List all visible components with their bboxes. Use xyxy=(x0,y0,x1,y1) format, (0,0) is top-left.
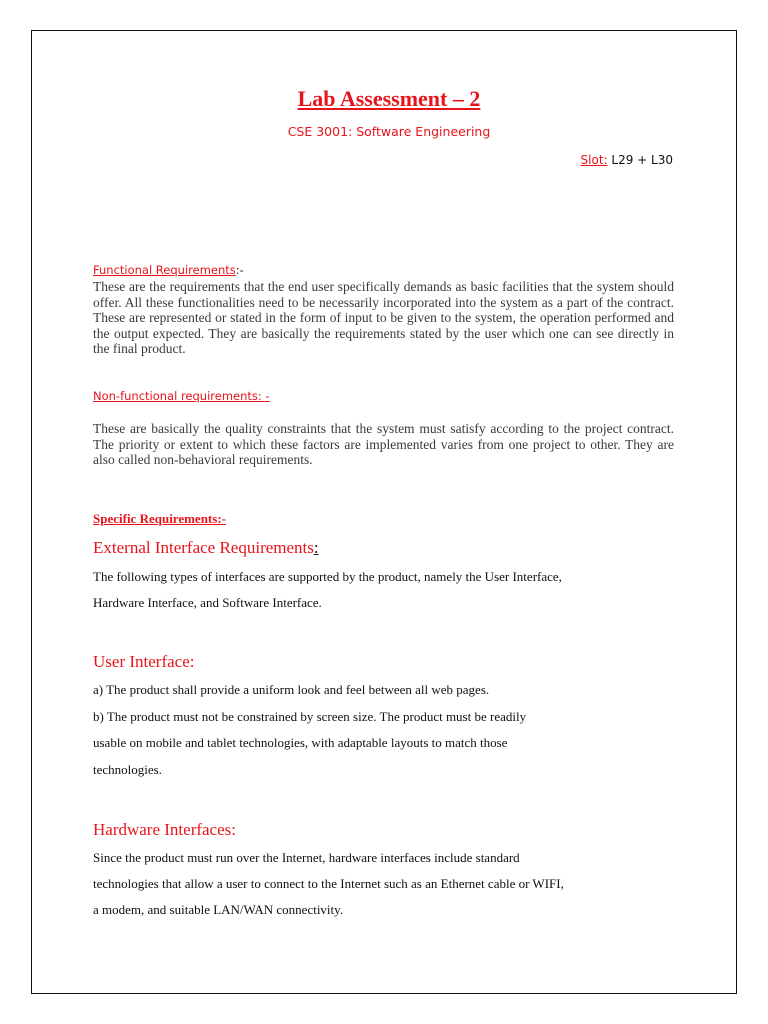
external-heading: External Interface Requirements xyxy=(93,538,314,557)
external-line-1: The following types of interfaces are supported by the product, namely the User Interface, xyxy=(93,569,562,584)
specific-heading: Specific Requirements:- xyxy=(93,511,226,526)
external-heading-suffix: : xyxy=(313,538,319,557)
user-interface-line-3: usable on mobile and tablet technologies, with adaptable layouts to match those xyxy=(93,735,508,750)
slot-line xyxy=(581,153,673,167)
nonfunctional-heading: Non-functional requirements: - xyxy=(93,389,270,403)
functional-heading: Functional Requirements xyxy=(93,263,236,277)
user-interface-line-1: a) The product shall provide a uniform look and feel between all web pages. xyxy=(93,682,490,697)
hardware-heading: Hardware Interfaces: xyxy=(93,820,236,839)
external-heading-line xyxy=(93,538,319,558)
user-interface-line-4: technologies. xyxy=(93,762,162,777)
functional-heading-suffix: :- xyxy=(235,263,244,277)
nonfunctional-body: These are basically the quality constraints that the system must satisfy according to the project contract. The priority or extent to which these factors are implemented varies from one project to other. They are also called non-behavioral requirements. xyxy=(93,421,674,467)
user-interface-heading: User Interface: xyxy=(93,652,195,671)
hardware-line-1: Since the product must run over the Internet, hardware interfaces include standard xyxy=(93,850,520,865)
functional-body: These are the requirements that the end user specifically demands as basic facilities that the system should offer. All these functionalities need to be necessarily incorporated into the system as a part of the contract. These are represented or stated in the form of input to be given to the system, the operation performed and the output expected. They are basically the requirements stated by the user which one can see directly in the final product. xyxy=(93,279,674,356)
hardware-line-3: a modem, and suitable LAN/WAN connectivity. xyxy=(93,902,344,917)
document-title: Lab Assessment – 2 xyxy=(297,86,481,111)
user-interface-line-2: b) The product must not be constrained by screen size. The product must be readily xyxy=(93,709,527,724)
hardware-line-2: technologies that allow a user to connect to the Internet such as an Ethernet cable or WIFI, xyxy=(93,876,564,891)
slot-label: Slot: xyxy=(580,153,608,167)
slot-value: L29 + L30 xyxy=(607,153,673,167)
functional-heading-line xyxy=(93,263,244,277)
external-line-2: Hardware Interface, and Software Interface. xyxy=(93,595,322,610)
course-subtitle: CSE 3001: Software Engineering xyxy=(287,124,491,139)
